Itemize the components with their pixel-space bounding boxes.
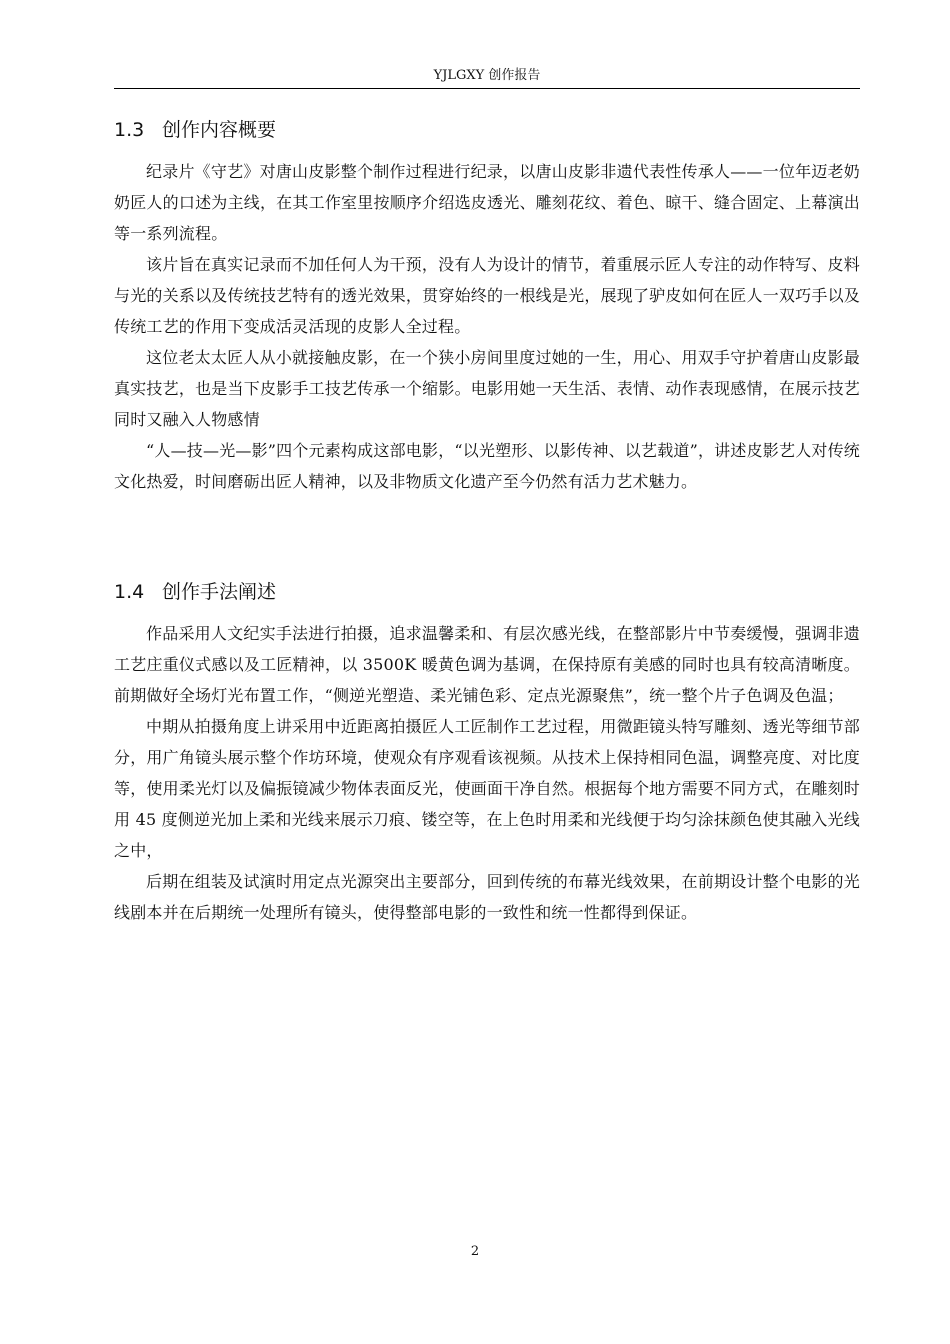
- section-number: 1.3: [114, 119, 145, 141]
- paragraph: 后期在组装及试演时用定点光源突出主要部分，回到传统的布幕光线效果，在前期设计整个电影的光线剧本并在后期统一处理所有镜头，使得整部电影的一致性和统一性都得到保证。: [114, 872, 860, 922]
- paragraph: “人—技—光—影”四个元素构成这部电影，“以光塑形、以影传神、以艺载道”，讲述皮影艺人对传统文化热爱，时间磨砺出匠人精神，以及非物质文化遗产至今仍然有活力艺术魅力。: [114, 441, 860, 491]
- section-title: 创作手法阐述: [162, 581, 277, 603]
- section-1-4: [114, 578, 860, 928]
- paragraph: 作品采用人文纪实手法进行拍摄，追求温馨柔和、有层次感光线，在整部影片中节奏缓慢，强调非遗工艺庄重仪式感以及工匠精神，以 3500K 暖黄色调为基调，在保持原有美感的同时也具有较高清晰度。前期做好全场灯光布置工作，“侧逆光塑造、柔光铺色彩、定点光源聚焦”，统一整个片子色调及色温；: [114, 624, 860, 705]
- paragraph: 该片旨在真实记录而不加任何人为干预，没有人为设计的情节，着重展示匠人专注的动作特写、皮料与光的关系以及传统技艺特有的透光效果，贯穿始终的一根线是光，展现了驴皮如何在匠人一双巧手以及传统工艺的作用下变成活灵活现的皮影人全过程。: [114, 255, 860, 336]
- section-1-3: [114, 116, 860, 497]
- page-number: 2: [470, 1244, 480, 1259]
- section-heading: [114, 578, 860, 606]
- section-title: 创作内容概要: [162, 119, 277, 141]
- paragraph: 这位老太太匠人从小就接触皮影，在一个狭小房间里度过她的一生，用心、用双手守护着唐山皮影最真实技艺，也是当下皮影手工技艺传承一个缩影。电影用她一天生活、表情、动作表现感情，在展示技艺同时又融入人物感情: [114, 348, 860, 429]
- paragraph: 纪录片《守艺》对唐山皮影整个制作过程进行纪录，以唐山皮影非遗代表性传承人——一位年迈老奶奶匠人的口述为主线，在其工作室里按顺序介绍选皮透光、雕刻花纹、着色、晾干、缝合固定、上幕演出等一系列流程。: [114, 162, 860, 243]
- section-heading: [114, 116, 860, 144]
- section-number: 1.4: [114, 581, 145, 603]
- page-header: YJLGXY 创作报告: [433, 68, 541, 83]
- paragraph: 中期从拍摄角度上讲采用中近距离拍摄匠人工匠制作工艺过程，用微距镜头特写雕刻、透光等细节部分，用广角镜头展示整个作坊环境，使观众有序观看该视频。从技术上保持相同色温，调整亮度、对比度等，使用柔光灯以及偏振镜减少物体表面反光，使画面干净自然。根据每个地方需要不同方式，在雕刻时用 45 度侧逆光加上柔和光线来展示刀痕、镂空等，在上色时用柔和光线便于均匀涂抹颜色使其融入光线之中，: [114, 717, 860, 860]
- header-divider: [114, 88, 860, 89]
